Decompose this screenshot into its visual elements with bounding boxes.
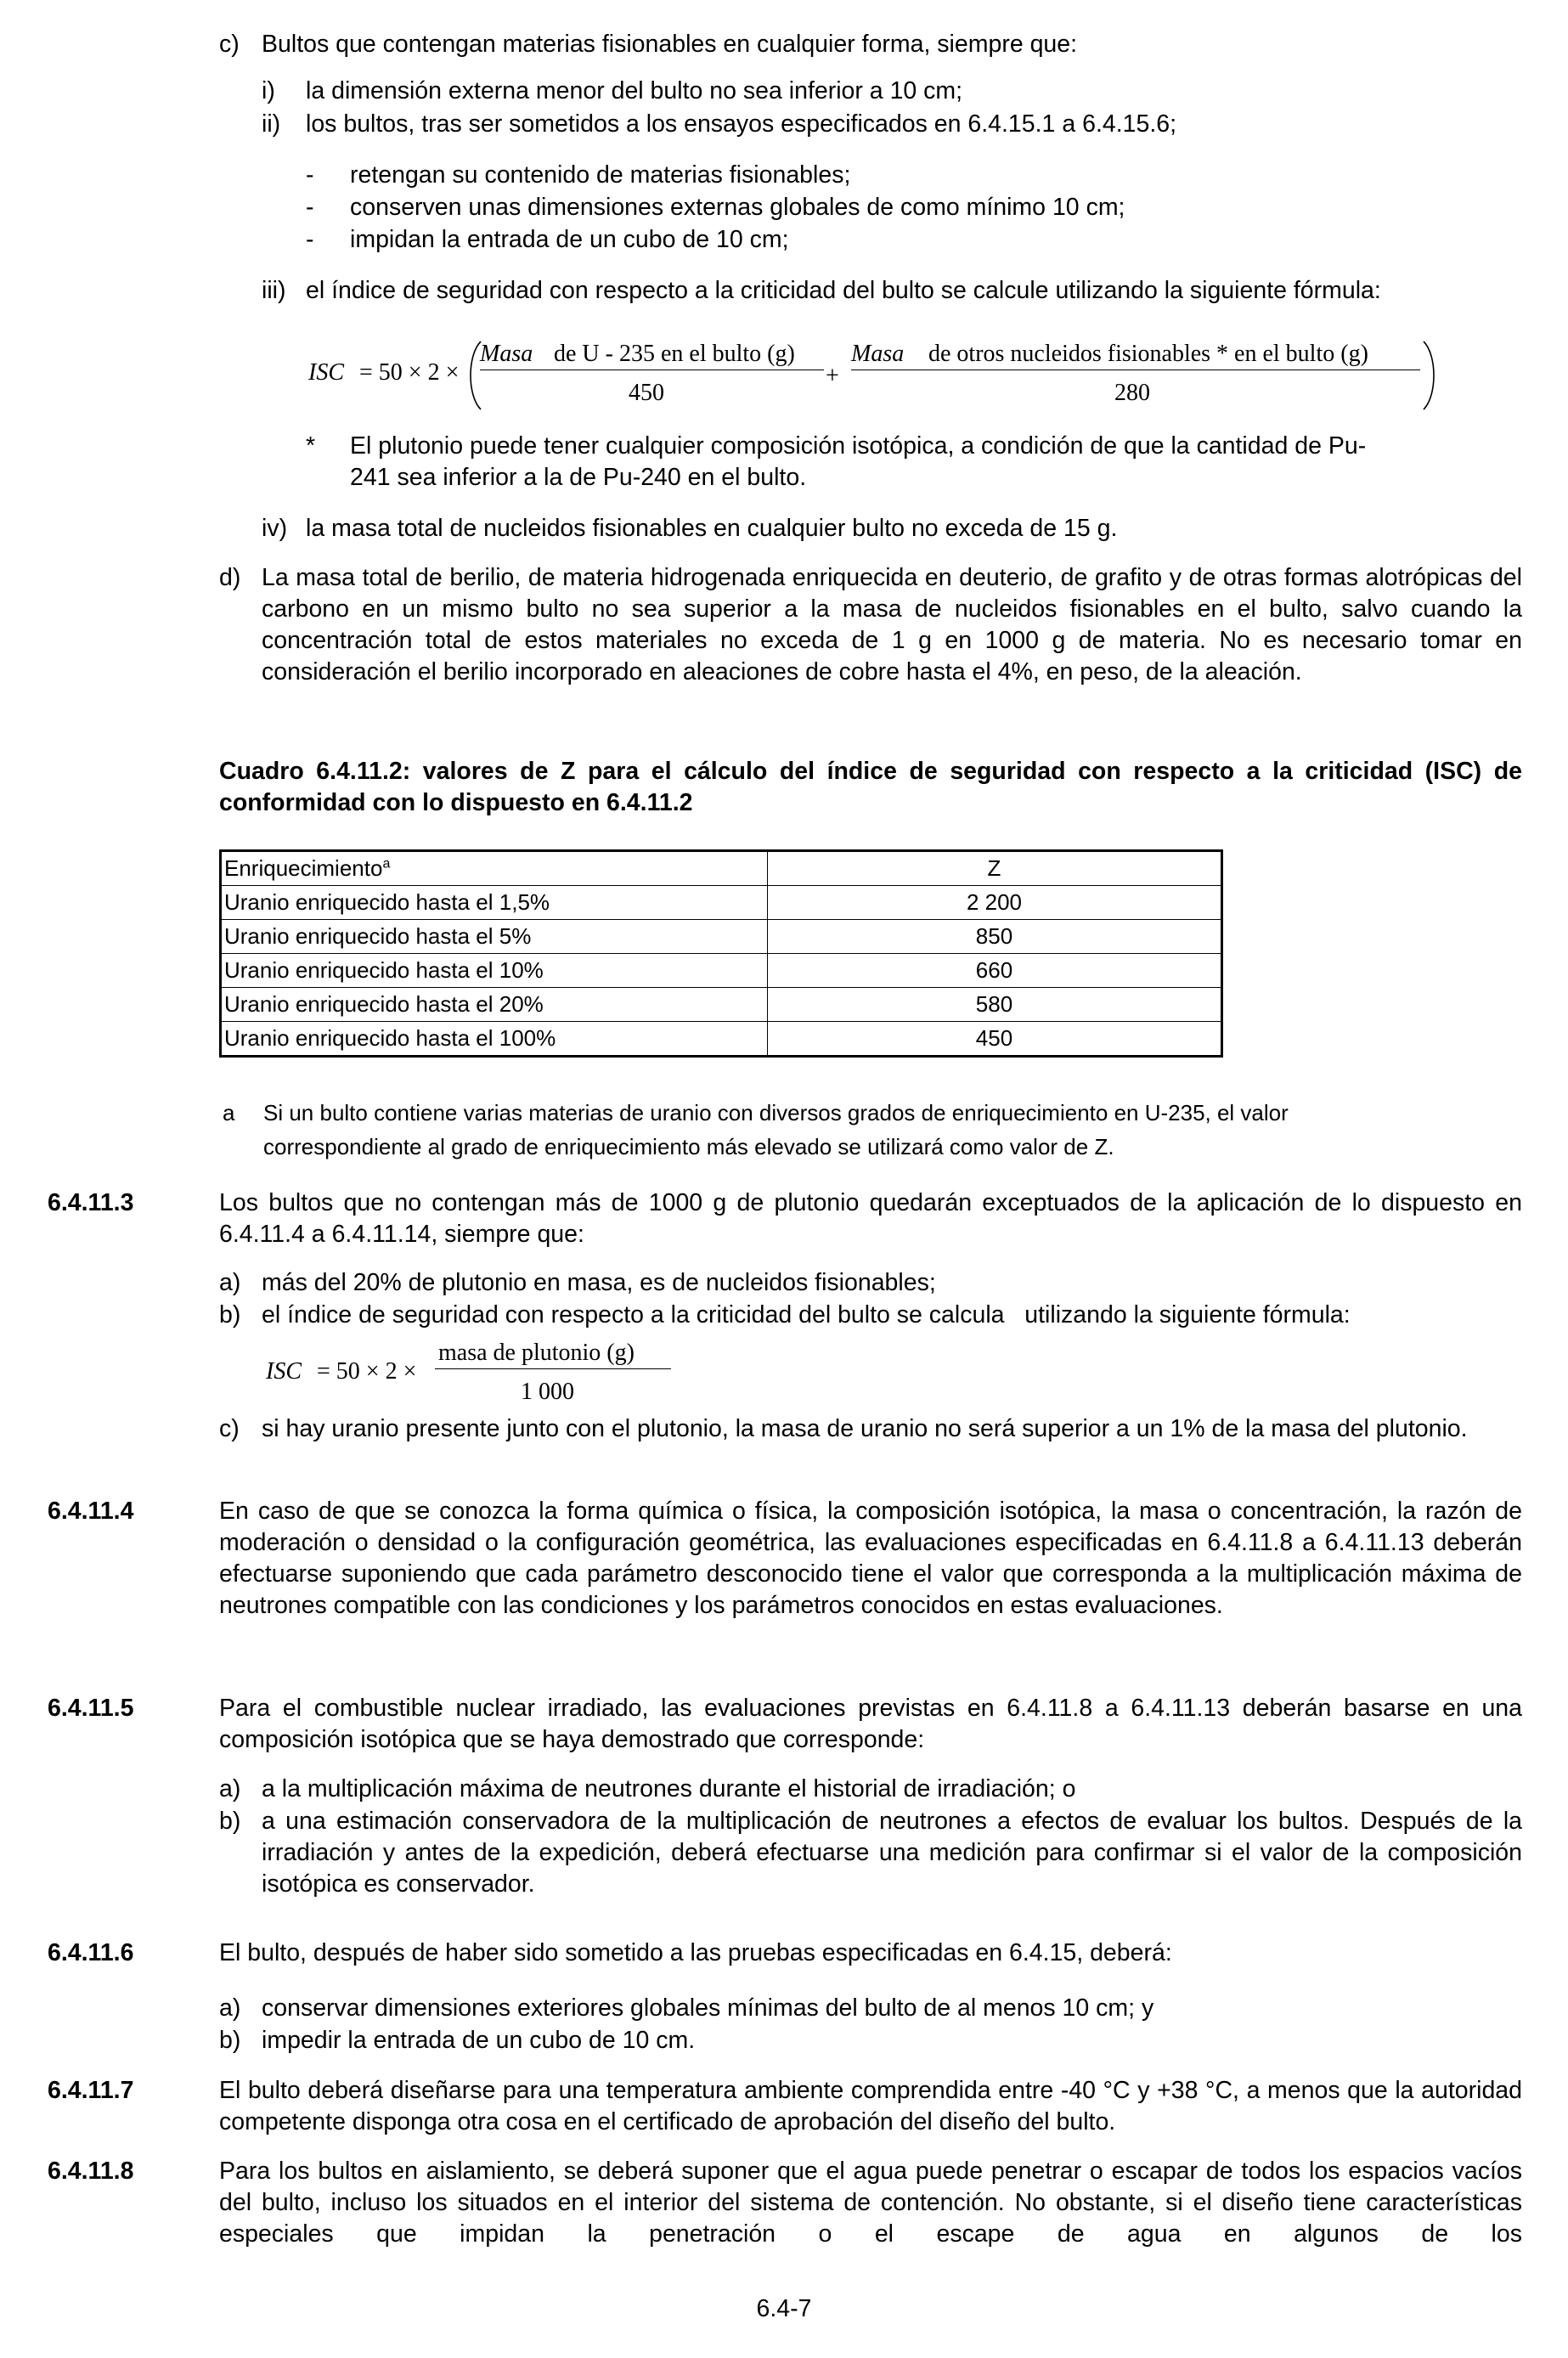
s5-b-label: b)	[219, 1808, 241, 1835]
formula1-num1-b: de U - 235 en el bulto (g)	[554, 341, 795, 367]
sub-iv-text: la masa total de nucleidos fisionables en cualquier bulto no exceda de 15 g.	[306, 515, 1118, 542]
sub-i-text: la dimensión externa menor del bulto no sea inferior a 10 cm;	[306, 77, 963, 104]
sub-i-label: i)	[262, 77, 275, 104]
section-6-4-11-7-text: El bulto deberá diseñarse para una temperatura ambiente comprendida entre -40 °C y +38 °C, a menos que la autoridad competente disponga otra cosa en el certificado de aprobación del diseño del bulto.	[219, 2077, 1522, 2135]
formula1-num1-a: Masa	[480, 341, 533, 367]
formula1-plus: +	[826, 363, 839, 389]
s3-a-label: a)	[219, 1269, 241, 1296]
s3-a-text: más del 20% de plutonio en masa, es de nucleidos fisionables;	[262, 1269, 936, 1296]
right-paren	[1420, 340, 1439, 411]
table-row	[221, 1022, 1222, 1057]
page-number: 6.4-7	[756, 2295, 812, 2322]
s5-a-label: a)	[219, 1775, 241, 1802]
s6-item-b	[219, 2025, 1522, 2056]
item-c-iv	[262, 513, 1522, 544]
row-label: Uranio enriquecido hasta el 100%	[221, 1022, 768, 1057]
dash-item-text: impidan la entrada de un cubo de 10 cm;	[350, 226, 789, 253]
sub-iii-label: iii)	[262, 277, 286, 304]
item-d-text: La masa total de berilio, de materia hidrogenada enriquecida en deuterio, de grafito y de otras formas alotrópicas del carbono en un mismo bulto no sea superior a la masa de nucleidos fisionables en el bulto, salvo cuando la concentración total de estos materiales no exceda de 1 g en 1000 g de materia. No es necesario tomar en consideración el berilio incorporado en aleaciones de cobre hasta el 4%, en peso, de la aleación.	[262, 564, 1522, 685]
plutonium-note	[306, 431, 1522, 494]
sub-iii-text: el índice de seguridad con respecto a la criticidad del bulto se calcule utilizando la siguiente fórmula:	[306, 277, 1381, 304]
section-number-6-4-11-3: 6.4.11.3	[48, 1189, 134, 1216]
z-values-table	[219, 849, 1223, 1058]
row-label: Uranio enriquecido hasta el 1,5%	[221, 886, 768, 920]
section-6-4-11-6-text: El bulto, después de haber sido sometido a las pruebas especificadas en 6.4.15, deberá:	[219, 1939, 1172, 1966]
formula1-den1: 450	[629, 380, 664, 406]
section-number-6-4-11-7: 6.4.11.7	[48, 2077, 134, 2104]
s6-a-text: conservar dimensiones exteriores globales mínimas del bulto de al menos 10 cm; y	[262, 1994, 1154, 2022]
section-number-6-4-11-8: 6.4.11.8	[48, 2158, 134, 2185]
formula1-lhs: ISC	[308, 359, 344, 386]
table-caption: Cuadro 6.4.11.2: valores de Z para el cálculo del índice de seguridad con respecto a la criticidad (ISC) de conformidad con lo dispuesto en 6.4.11.2	[219, 758, 1522, 816]
s5-b-text: a una estimación conservadora de la multiplicación de neutrones a efectos de evaluar los bultos. Después de la irradiación y antes de la expedición, deberá efectuarse una medición para confirmar si el valor de la composición isotópica es conservador.	[262, 1808, 1522, 1898]
section-6-4-11-4-text: En caso de que se conozca la forma química o física, la composición isotópica, la masa o concentración, la razón de moderación o densidad o la configuración geométrica, las evaluaciones especificadas en 6.4.11.8 a 6.4.11.13 deberán efectuarse suponiendo que cada parámetro desconocido tiene el valor que corresponda a la multiplicación máxima de neutrones compatible con las condiciones y los parámetros conocidos en estas evaluaciones.	[219, 1498, 1522, 1619]
sub-ii-text: los bultos, tras ser sometidos a los ensayos especificados en 6.4.15.1 a 6.4.15.6;	[306, 110, 1177, 138]
row-label: Uranio enriquecido hasta el 5%	[221, 920, 768, 954]
row-label: Uranio enriquecido hasta el 10%	[221, 954, 768, 988]
dash-item-1: - retengan su contenido de materias fisionables;	[306, 160, 1522, 191]
section-number-6-4-11-5: 6.4.11.5	[48, 1695, 134, 1722]
dash-item-3: - impidan la entrada de un cubo de 10 cm;	[306, 224, 1522, 256]
row-z: 2 200	[768, 886, 1222, 920]
section-6-4-11-3-text: Los bultos que no contengan más de 1000 g de plutonio quedarán exceptuados de la aplicación de lo dispuesto en 6.4.11.4 a 6.4.11.14, siempre que:	[219, 1189, 1522, 1248]
s6-item-a	[219, 1993, 1522, 2024]
header-z: Z	[768, 851, 1222, 886]
s3-item-c	[219, 1413, 1522, 1445]
table-row	[221, 988, 1222, 1022]
formula2-lhs: ISC	[266, 1358, 302, 1385]
item-c-iii	[262, 275, 1522, 307]
formula2-den: 1 000	[521, 1379, 574, 1405]
item-c	[219, 29, 1522, 60]
formula1-num2-a: Masa	[851, 341, 905, 367]
s3-item-a	[219, 1267, 1522, 1299]
footnote-line-2: correspondiente al grado de enriquecimiento más elevado se utilizará como valor de Z.	[263, 1134, 1114, 1159]
item-c-text: Bultos que contengan materias fisionables en cualquier forma, siempre que:	[262, 31, 1078, 58]
section-number-6-4-11-6: 6.4.11.6	[48, 1939, 134, 1966]
dash-item-2: - conserven unas dimensiones externas globales de como mínimo 10 cm;	[306, 192, 1522, 223]
star-label: *	[306, 432, 316, 460]
table-footnote	[223, 1096, 1522, 1164]
table-row	[221, 954, 1222, 988]
formula2-num: masa de plutonio (g)	[438, 1340, 635, 1366]
s5-a-text: a la multiplicación máxima de neutrones durante el historial de irradiación; o	[262, 1775, 1076, 1802]
s3-item-b	[219, 1300, 1522, 1331]
sub-ii-label: ii)	[262, 110, 281, 138]
row-z: 850	[768, 920, 1222, 954]
row-label: Uranio enriquecido hasta el 20%	[221, 988, 768, 1022]
s3-c-label: c)	[219, 1415, 240, 1442]
footnote-line-1: Si un bulto contiene varias materias de uranio con diversos grados de enriquecimiento en U-235, el valor	[263, 1100, 1289, 1125]
section-6-4-11-5-text: Para el combustible nuclear irradiado, las evaluaciones previstas en 6.4.11.8 a 6.4.11.13 deberán basarse en una composición isotópica que se haya demostrado que corresponde:	[219, 1695, 1522, 1753]
s5-item-a	[219, 1774, 1522, 1805]
row-z: 580	[768, 988, 1222, 1022]
sub-iv-label: iv)	[262, 515, 288, 542]
dash-item-text: retengan su contenido de materias fisionables;	[350, 161, 851, 189]
item-c-ii	[262, 109, 1522, 140]
s5-item-b	[219, 1806, 1522, 1900]
item-d	[219, 562, 1522, 688]
s6-a-label: a)	[219, 1994, 241, 2022]
formula1-den2: 280	[1114, 380, 1150, 406]
dash-item-text: conserven unas dimensiones externas globales de como mínimo 10 cm;	[350, 194, 1125, 221]
table-row	[221, 920, 1222, 954]
s3-b-text: el índice de seguridad con respecto a la criticidad del bulto se calcula utilizando la siguiente fórmula:	[262, 1301, 1351, 1328]
table-header-row	[221, 851, 1222, 886]
s6-b-label: b)	[219, 2027, 241, 2054]
formula1-num2-b: de otros nucleidos fisionables * en el bulto (g)	[928, 341, 1368, 367]
table-row	[221, 886, 1222, 920]
s3-b-label: b)	[219, 1301, 241, 1328]
footnote-label: a	[223, 1100, 235, 1125]
star-line-1: El plutonio puede tener cualquier composición isotópica, a condición de que la cantidad de Pu-	[350, 432, 1367, 460]
row-z: 660	[768, 954, 1222, 988]
item-c-label: c)	[219, 31, 240, 58]
star-line-2: 241 sea inferior a la de Pu-240 en el bulto.	[350, 464, 807, 491]
item-d-label: d)	[219, 564, 241, 591]
s6-b-text: impedir la entrada de un cubo de 10 cm.	[262, 2027, 696, 2054]
formula1-eq: = 50 × 2 ×	[359, 359, 460, 386]
s3-c-text: si hay uranio presente junto con el plutonio, la masa de uranio no será superior a un 1% de la masa del plutonio.	[262, 1415, 1468, 1442]
row-z: 450	[768, 1022, 1222, 1057]
section-number-6-4-11-4: 6.4.11.4	[48, 1498, 134, 1525]
header-enriquecimiento: Enriquecimiento$^a$	[221, 851, 768, 886]
section-6-4-11-8-text: Para los bultos en aislamiento, se deberá suponer que el agua puede penetrar o escapar de todos los espacios vacíos del bulto, incluso los situados en el interior del sistema de contención. No obstante, si el diseño tiene características especiales que impidan la penetración o el escape de agua en algunos de los	[219, 2158, 1522, 2248]
item-c-i	[262, 76, 1522, 107]
formula2-eq: = 50 × 2 ×	[317, 1358, 417, 1385]
